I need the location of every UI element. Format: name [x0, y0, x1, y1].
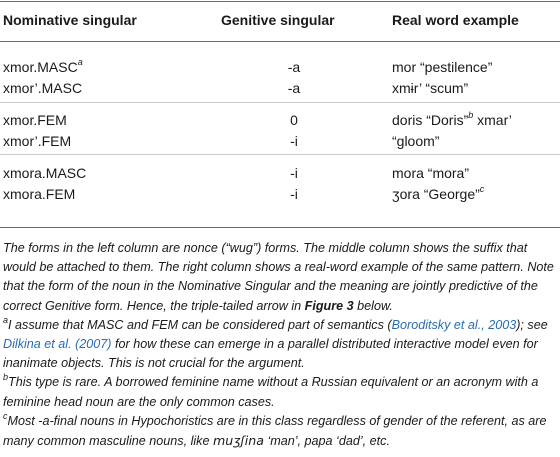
citation-link[interactable]: Boroditsky et al., 2003 [391, 317, 517, 332]
header-nominative: Nominative singular [3, 12, 137, 28]
example-cell: mora “mora” [392, 165, 470, 181]
nom-cell: xmor.FEM [3, 112, 67, 128]
row-rule [0, 154, 560, 155]
nom-cell: xmor’.MASC [3, 80, 83, 96]
citation-link[interactable]: Dilkina et al. (2007) [3, 337, 112, 352]
footnote-c: $^c$Most -a-final nouns in Hypochoristics are in this class regardless of gender of the referent, as are many common masculine nouns, like muʒʃina ‘man’, papa ‘dad’, etc. [3, 410, 547, 449]
header-example: Real word example [392, 12, 519, 28]
example-text-tail: xmar’ [473, 112, 512, 128]
gen-cell: 0 [290, 112, 298, 128]
example-text: ʒora “George” [392, 186, 480, 202]
figure-ref[interactable]: Figure 3 [304, 298, 354, 313]
nom-cell: xmora.FEM [3, 186, 76, 202]
footnote-marker: b [468, 110, 474, 121]
example-text: doris “Doris” [392, 112, 469, 128]
nom-cell: xmor.MASC [3, 59, 78, 75]
ipa-word: muʒʃina [213, 433, 264, 449]
note-main: The forms in the left column are nonce (“wug”) forms. The middle column shows the suffix that would be attached to them. The right column shows a real-word example of the same pattern. Note that the form of the noun in the Nominative Singular and the meaning are jointly predictive of the correct Genitive form. Hence, the triple-tailed arrow in Figure 3 below. [3, 241, 554, 313]
table-notes [3, 239, 555, 451]
gen-cell: -i [290, 133, 298, 149]
header-rule [0, 41, 560, 42]
example-cell [392, 185, 484, 203]
table-row [3, 58, 83, 76]
footnote-marker: a [77, 57, 83, 68]
gen-cell: -a [287, 80, 301, 96]
gen-cell: -i [290, 186, 298, 202]
nom-cell: xmor’.FEM [3, 133, 72, 149]
example-cell: “gloom” [392, 133, 440, 149]
footnote-a: $^a$I assume that MASC and FEM can be considered part of semantics (Boroditsky et al., 2003); see Dilkina et al. (2007) for how these can emerge in a parallel distributed interactive model even for inanimate objects. This is not crucial for the argument. [3, 314, 548, 371]
footnote-b: $^b$This type is rare. A borrowed feminine name without a Russian equivalent or an acronym with a feminine head noun are the only common cases. [3, 372, 539, 409]
top-rule [0, 1, 560, 2]
footnote-marker: c [479, 184, 485, 195]
gen-cell: -i [290, 165, 298, 181]
example-cell [392, 111, 512, 129]
example-cell: mor “pestilence” [392, 59, 493, 75]
bottom-rule [0, 227, 560, 228]
example-cell: xmɨr’ “scum” [392, 80, 469, 96]
row-rule [0, 102, 560, 103]
nom-cell: xmora.MASC [3, 165, 87, 181]
header-genitive: Genitive singular [221, 12, 335, 28]
gen-cell: -a [287, 59, 301, 75]
